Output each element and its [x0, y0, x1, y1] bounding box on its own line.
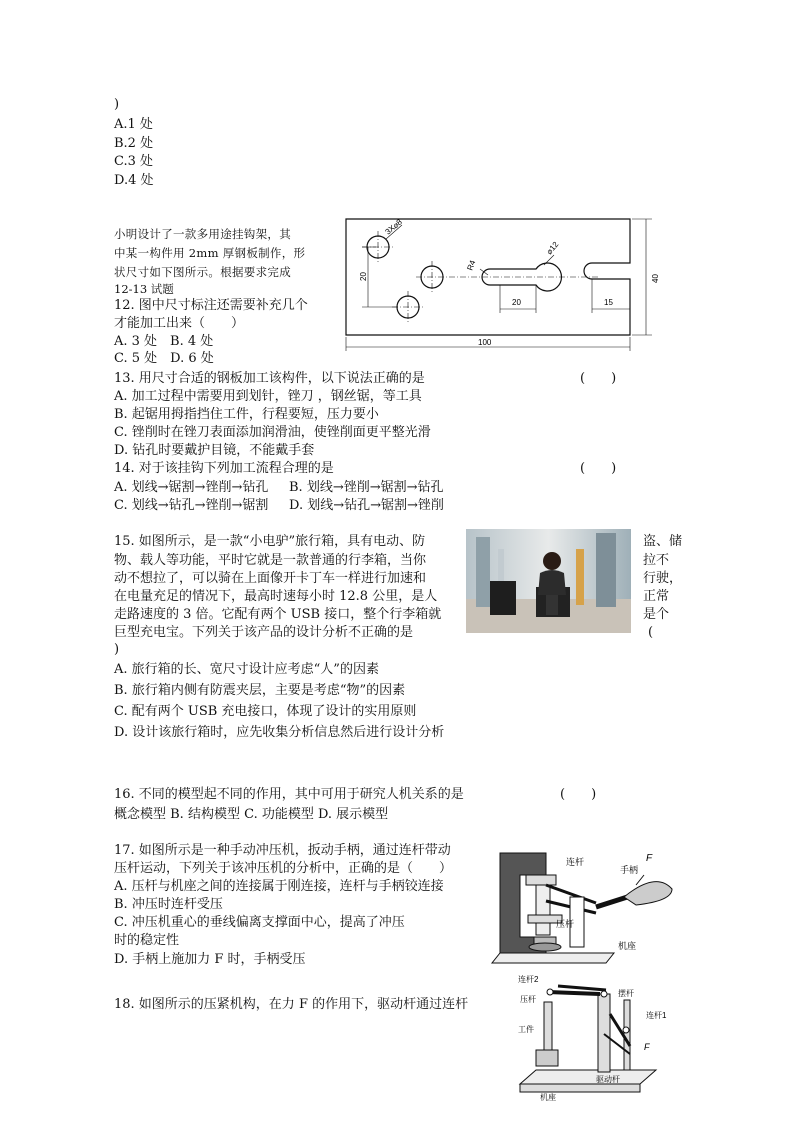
fig18-label-link1: 连杆1: [646, 1011, 667, 1020]
q13-option-d: D. 钻孔时要戴护目镜，不能戴手套: [114, 443, 315, 458]
q13-option-c: C. 锉削时在锉刀表面添加润滑油，使锉削面更平整光滑: [114, 425, 431, 440]
clamp-mechanism-figure: [500, 974, 680, 1104]
intro-line-2: 中某一构件用 2mm 厚钢板制作，形: [114, 246, 306, 260]
q17-line-1: 17. 如图所示是一种手动冲压机，扳动手柄，通过连杆带动: [114, 843, 451, 858]
fig17-label-force: F: [646, 853, 653, 864]
fig18-label-work: 工件: [518, 1025, 534, 1034]
fig17-label-base: 机座: [618, 941, 637, 951]
q17-line-7: D. 手柄上施加力 F 时，手柄受压: [114, 952, 306, 967]
suitcase-photo: [466, 529, 631, 633]
q15-option-d: D. 设计该旅行箱时，应先收集分析信息然后进行设计分析: [114, 725, 445, 740]
q11-option-a: A.1 处: [114, 117, 153, 132]
q15-right-4: 正常: [643, 589, 670, 604]
q12-options-2: C. 5 处 D. 6 处: [114, 351, 214, 366]
q15-right-5: 是个: [643, 607, 670, 622]
punch-press-figure: [486, 845, 686, 973]
q15-right-6: (: [648, 625, 654, 640]
intro-line-1: 小明设计了一款多用途挂钩架，其: [114, 227, 291, 241]
fig18-label-link2: 连杆2: [518, 975, 539, 984]
dim-holes: 3X⌀8: [383, 217, 404, 237]
q14-option-b: B. 划线→锉削→锯割→钻孔: [289, 480, 444, 495]
q17-line-6: 时的稳定性: [114, 933, 180, 948]
q16-stem: 16. 不同的模型起不同的作用，其中可用于研究人机关系的是: [114, 787, 464, 802]
q12-options-1: A. 3 处 B. 4 处: [114, 334, 214, 349]
intro-line-4: 12-13 试题: [114, 282, 174, 296]
dim-notch-15: 15: [604, 298, 613, 307]
q17-line-4: B. 冲压时连杆受压: [114, 897, 223, 912]
q11-option-c: C.3 处: [114, 154, 154, 169]
fig18-label-force: F: [644, 1042, 650, 1052]
q15-line-6: 巨型充电宝。下列关于该产品的设计分析不正确的是: [114, 625, 414, 640]
fig18-label-swing: 摆杆: [618, 989, 634, 998]
q14-option-d: D. 划线→钻孔→锯割→锉削: [289, 498, 444, 513]
fig18-label-press: 压杆: [520, 995, 536, 1004]
dim-slot-dia: ⌀12: [544, 239, 561, 257]
q11-option-d: D.4 处: [114, 173, 154, 188]
q11-tail: ): [114, 97, 120, 112]
q15-tail: ): [114, 642, 120, 657]
q18-stem: 18. 如图所示的压紧机构，在力 F 的作用下，驱动杆通过连杆: [114, 997, 469, 1012]
q12-stem-2: 才能加工出来（ ）: [114, 316, 245, 331]
q15-line-5: 走路速度的 3 倍。它配有两个 USB 接口，整个行李箱就: [114, 607, 442, 622]
intro-line-3: 状尺寸如下图所示。根据要求完成: [114, 265, 291, 279]
fig17-label-handle: 手柄: [620, 865, 639, 875]
q13-option-a: A. 加工过程中需要用到划针，锉刀 ，钢丝锯，等工具: [114, 389, 422, 404]
q15-option-a: A. 旅行箱的长、宽尺寸设计应考虑“人”的因素: [114, 662, 379, 677]
dim-length-100: 100: [478, 338, 492, 347]
q16-options: 概念模型 B. 结构模型 C. 功能模型 D. 展示模型: [114, 807, 389, 822]
fig17-label-link: 连杆: [566, 857, 585, 867]
q17-line-2: 压杆运动，下列关于该冲压机的分析中，正确的是（ ）: [114, 861, 453, 876]
fig18-label-drive: 驱动杆: [596, 1075, 620, 1084]
dim-width-20: 20: [512, 298, 521, 307]
q15-line-3: 动不想拉了，可以骑在上面像开卡丁车一样进行加速和: [114, 571, 427, 586]
dim-height-40: 40: [651, 274, 660, 283]
fig17-label-press: 压杆: [556, 919, 575, 929]
q15-right-1: 盗、储: [643, 534, 683, 549]
dim-height-20: 20: [359, 272, 368, 281]
q13-paren: ( ): [580, 371, 617, 386]
q17-line-3: A. 压杆与机座之间的连接属于刚连接，连杆与手柄铰连接: [114, 879, 444, 894]
q14-stem: 14. 对于该挂钩下列加工流程合理的是: [114, 461, 334, 476]
q15-line-1: 15. 如图所示，是一款“小电驴”旅行箱，具有电动、防: [114, 534, 426, 549]
q15-option-c: C. 配有两个 USB 充电接口，体现了设计的实用原则: [114, 704, 417, 719]
q15-right-3: 行驶，: [643, 571, 683, 586]
q15-line-4: 在电量充足的情况下，最高时速每小时 12.8 公里，是人: [114, 589, 438, 604]
q15-right-2: 拉不: [643, 553, 670, 568]
q16-paren: ( ): [560, 787, 597, 802]
q13-stem: 13. 用尺寸合适的钢板加工该构件，以下说法正确的是: [114, 371, 425, 386]
q14-option-c: C. 划线→钻孔→锉削→锯割: [114, 498, 269, 513]
q12-stem-1: 12. 图中尺寸标注还需要补充几个: [114, 298, 308, 313]
fig18-label-base: 机座: [540, 1093, 556, 1102]
q15-line-2: 物、载人等功能，平时它就是一款普通的行李箱，当你: [114, 553, 427, 568]
part-drawing: [340, 215, 670, 355]
q11-option-b: B.2 处: [114, 136, 154, 151]
q14-paren: ( ): [580, 461, 617, 476]
q15-option-b: B. 旅行箱内侧有防震夹层，主要是考虑“物”的因素: [114, 683, 406, 698]
q13-option-b: B. 起锯用拇指挡住工件，行程要短，压力要小: [114, 407, 379, 422]
dim-radius: R4: [465, 258, 478, 272]
q17-line-5: C. 冲压机重心的垂线偏离支撑面中心，提高了冲压: [114, 915, 405, 930]
q14-option-a: A. 划线→锯割→锉削→钻孔: [114, 480, 269, 495]
